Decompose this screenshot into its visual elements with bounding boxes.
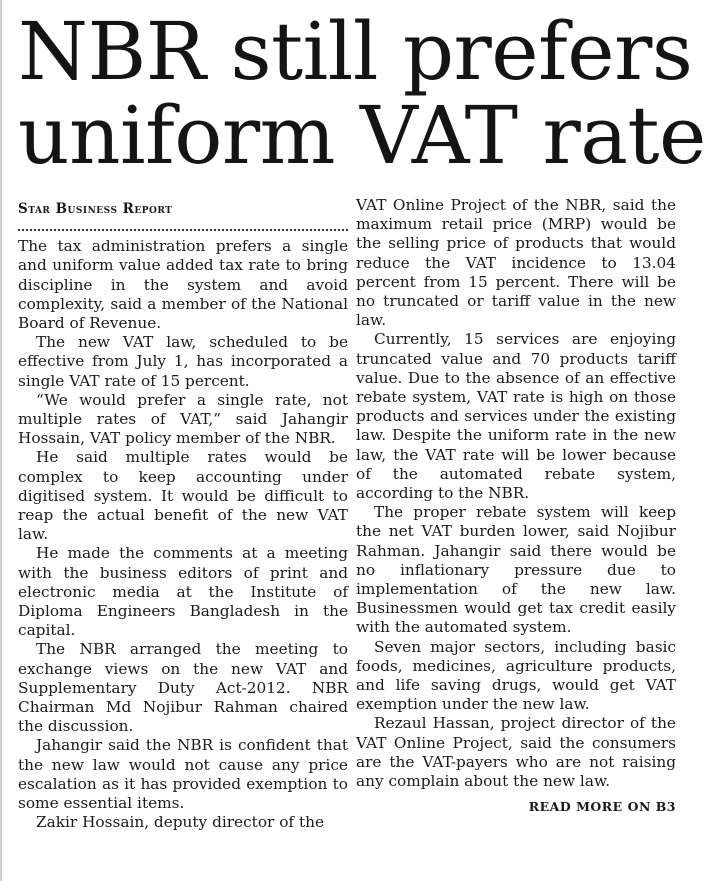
byline: Star Business Report: [18, 201, 173, 217]
paragraph: The proper rebate system will keep the net VAT burden lower, said Nojibur Rahman. Jahangir said there would be no inflationary pressure due to implementation of the new law. Businessmen would get tax credit easily with the automated system.: [356, 503, 676, 637]
headline: [18, 5, 706, 182]
headline-line-2: uniform VAT rate: [18, 89, 706, 182]
paragraph: The tax administration prefers a single and uniform value added tax rate to bring discipline in the system and avoid complexity, said a member of the National Board of Revenue.: [18, 237, 348, 333]
paragraph: The new VAT law, scheduled to be effective from July 1, has incorporated a single VAT rate of 15 percent.: [18, 333, 348, 390]
paragraph: Rezaul Hassan, project director of the VAT Online Project, said the consumers are the VAT-payers who are not raising any complain about the new law.: [356, 714, 676, 791]
headline-line-1: NBR still prefers: [18, 5, 693, 98]
paragraph: Zakir Hossain, deputy director of the: [36, 813, 324, 832]
paragraph: Currently, 15 services are enjoying truncated value and 70 products tariff value. Due to the absence of an effective rebate system, VAT rate is high on those products and services under the existing law. Despite the uniform rate in the new law, the VAT rate will be lower because of the automated rebate system, according to the NBR.: [356, 330, 676, 503]
right-column: [356, 196, 676, 817]
paragraph: He made the comments at a meeting with the business editors of print and electronic media at the Institute of Diploma Engineers Bangladesh in the capital.: [18, 544, 348, 640]
left-column: [18, 196, 348, 833]
paragraph: The NBR arranged the meeting to exchange views on the new VAT and Supplementary Duty Act-2012. NBR Chairman Md Nojibur Rahman chaired the discussion.: [18, 640, 348, 736]
read-more-link[interactable]: READ MORE ON B3: [528, 799, 676, 815]
paragraph: “We would prefer a single rate, not multiple rates of VAT,” said Jahangir Hossain, VAT policy member of the NBR.: [18, 390, 348, 448]
paragraph: He said multiple rates would be complex to keep accounting under digitised system. It would be difficult to reap the actual benefit of the new VAT law.: [18, 448, 348, 544]
paragraph: Jahangir said the NBR is confident that the new law would not cause any price escalation as it has provided exemption to some essential items.: [18, 736, 348, 813]
paragraph: VAT Online Project of the NBR, said the maximum retail price (MRP) would be the selling price of products that would reduce the VAT incidence to 13.04 percent from 15 percent. There will be no truncated or tariff value in the new law.: [356, 196, 676, 330]
dotted-divider: [18, 229, 348, 231]
paragraph: Seven major sectors, including basic foods, medicines, agriculture products, and life saving drugs, would get VAT exemption under the new law.: [356, 637, 676, 714]
